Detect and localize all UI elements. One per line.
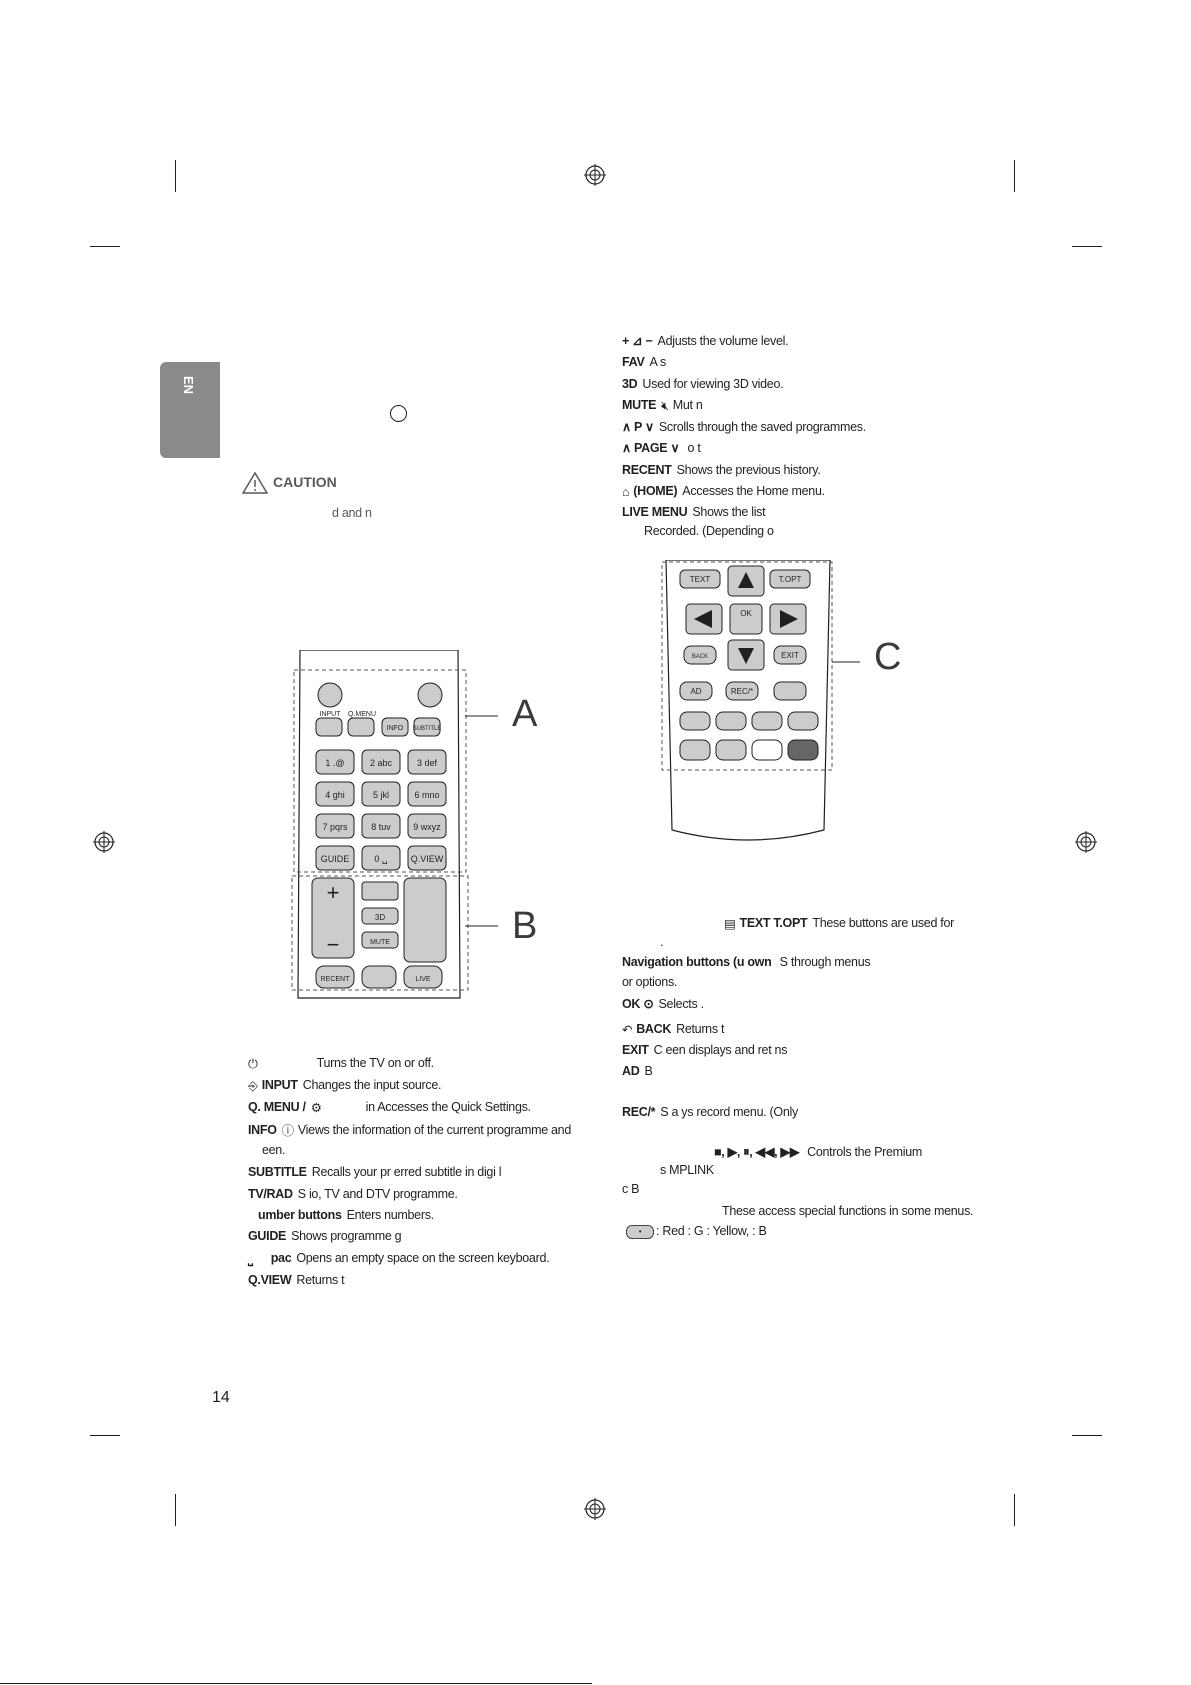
list-item: een. <box>262 1143 286 1157</box>
list-item: MUTE 🔇︎ Mut n <box>622 398 703 413</box>
svg-text:1 .@: 1 .@ <box>325 758 345 768</box>
list-item: RECENT Shows the previous history. <box>622 463 821 477</box>
power-icon: ⏻ <box>248 1056 258 1071</box>
svg-text:BACK: BACK <box>691 654 709 660</box>
warning-icon <box>242 472 268 494</box>
list-item: ▤ TEXT T.OPT These buttons are used for <box>724 916 954 931</box>
list-item: GUIDE Shows programme g <box>248 1229 402 1243</box>
crop-mark <box>1072 246 1102 247</box>
svg-text:Q.VIEW: Q.VIEW <box>410 854 444 864</box>
callout-c: C <box>874 636 902 678</box>
svg-text:OK: OK <box>740 609 752 618</box>
svg-text:SUBTITLE: SUBTITLE <box>412 726 442 732</box>
home-icon: ⌂ <box>622 484 630 499</box>
svg-text:+: + <box>326 880 340 905</box>
svg-text:8 tuv: 8 tuv <box>371 822 391 832</box>
list-item: AD B <box>622 1064 653 1078</box>
svg-text:RECENT: RECENT <box>320 976 350 983</box>
list-item: Q. MENU / ⚙ in Accesses the Quick Settings. <box>248 1100 531 1115</box>
info-icon: ⓘ <box>281 1123 294 1138</box>
list-item: Navigation buttons (u own S through menus <box>622 955 871 969</box>
list-item: ∧ PAGE ∨ o t <box>622 441 701 455</box>
input-icon: ⎆ <box>248 1078 258 1093</box>
registration-mark-icon <box>584 1498 606 1520</box>
remote-top-illustration <box>290 650 530 1000</box>
svg-text:7 pqrs: 7 pqrs <box>322 822 348 832</box>
mute-icon: 🔇︎ <box>661 398 669 413</box>
playback-icons: ■, ▶, ⏸, ◀◀, ▶▶ <box>714 1145 800 1159</box>
back-icon: ↶ <box>622 1022 633 1037</box>
crop-mark <box>1014 1494 1015 1526</box>
circle-icon <box>390 405 407 422</box>
svg-text:4 ghi: 4 ghi <box>325 790 345 800</box>
list-item: or options. <box>622 975 678 989</box>
list-item: INFO ⓘ Views the information of the current programme and <box>248 1123 571 1138</box>
svg-text:Q.MENU: Q.MENU <box>348 711 376 718</box>
callout-a: A <box>512 693 538 735</box>
list-item: REC/* S a ys record menu. (Only <box>622 1105 798 1119</box>
svg-text:REC/*: REC/* <box>730 687 754 696</box>
registration-mark-icon <box>1075 831 1097 853</box>
list-item: ↶ BACK Returns t <box>622 1022 725 1037</box>
list-item: OK ⊙ Selects . <box>622 997 704 1011</box>
list-item: ■, ▶, ⏸, ◀◀, ▶▶ Controls the Premium <box>714 1145 923 1159</box>
svg-text:T.OPT: T.OPT <box>778 575 802 584</box>
svg-text:3 def: 3 def <box>416 758 438 768</box>
crop-mark <box>90 246 120 247</box>
svg-text:5 jkl: 5 jkl <box>372 790 390 800</box>
svg-text:AD: AD <box>690 687 702 696</box>
crop-mark <box>1072 1435 1102 1436</box>
svg-text:6 mno: 6 mno <box>414 790 440 800</box>
list-item: ∧ P ∨ Scrolls through the saved programmes. <box>622 420 866 434</box>
svg-text:EXIT: EXIT <box>781 651 799 660</box>
language-tab <box>160 362 220 458</box>
list-item: These access special functions in some menus. <box>722 1204 974 1218</box>
red-button-icon: • <box>626 1225 654 1239</box>
list-item: ⏻ Turns the TV on or off. <box>248 1056 434 1071</box>
caution-heading: CAUTION <box>273 474 337 490</box>
list-item: SUBTITLE Recalls your pr erred subtitle in digi l <box>248 1165 502 1179</box>
list-item: • : Red : G : Yellow, : B <box>626 1222 767 1240</box>
registration-mark-icon <box>584 164 606 186</box>
svg-text:−: − <box>326 932 340 957</box>
list-item: + ⊿ − Adjusts the volume level. <box>622 334 789 348</box>
svg-text:3D: 3D <box>374 913 386 922</box>
svg-text:INFO: INFO <box>386 725 404 732</box>
caution-text: d and n <box>332 506 372 520</box>
svg-text:LIVE: LIVE <box>415 976 431 983</box>
list-item: ⎆ INPUT Changes the input source. <box>248 1078 442 1093</box>
list-item: ⎵ pac Opens an empty space on the screen keyboard. <box>248 1251 550 1266</box>
page-number: 14 <box>212 1389 230 1406</box>
svg-text:GUIDE: GUIDE <box>320 854 350 864</box>
list-item: FAV A s <box>622 355 666 369</box>
crop-mark <box>90 1435 120 1436</box>
crop-mark <box>175 1494 176 1526</box>
list-item: ⌂ (HOME) Accesses the Home menu. <box>622 484 825 499</box>
svg-text:9 wxyz: 9 wxyz <box>413 822 441 832</box>
teletext-icon: ▤ <box>724 916 736 931</box>
crop-mark <box>175 160 176 192</box>
svg-text:0 ␣: 0 ␣ <box>374 854 388 864</box>
bottom-rule <box>0 1683 592 1684</box>
list-item: LIVE MENU Shows the list <box>622 505 766 519</box>
list-item: TV/RAD S io, TV and DTV programme. <box>248 1187 458 1201</box>
svg-text:MUTE: MUTE <box>370 939 390 946</box>
svg-text:2 abc: 2 abc <box>369 758 393 768</box>
registration-mark-icon <box>93 831 115 853</box>
crop-mark <box>1014 160 1015 192</box>
space-icon: ⎵ <box>248 1251 253 1266</box>
callout-b: B <box>512 905 538 947</box>
list-item: 3D Used for viewing 3D video. <box>622 377 784 391</box>
list-item: c B <box>622 1182 640 1196</box>
list-item: Q.VIEW Returns t <box>248 1273 345 1287</box>
list-item: EXIT C een displays and ret ns <box>622 1043 788 1057</box>
svg-text:INPUT: INPUT <box>319 711 341 718</box>
gear-icon: ⚙ <box>310 1100 322 1115</box>
list-item: umber buttons Enters numbers. <box>258 1208 434 1222</box>
list-item: . <box>660 935 664 949</box>
language-label: EN <box>181 376 196 395</box>
svg-text:TEXT: TEXT <box>689 575 711 584</box>
list-item: s MPLINK <box>660 1163 714 1177</box>
remote-bottom-illustration <box>660 560 860 850</box>
list-item: Recorded. (Depending o <box>644 524 774 538</box>
